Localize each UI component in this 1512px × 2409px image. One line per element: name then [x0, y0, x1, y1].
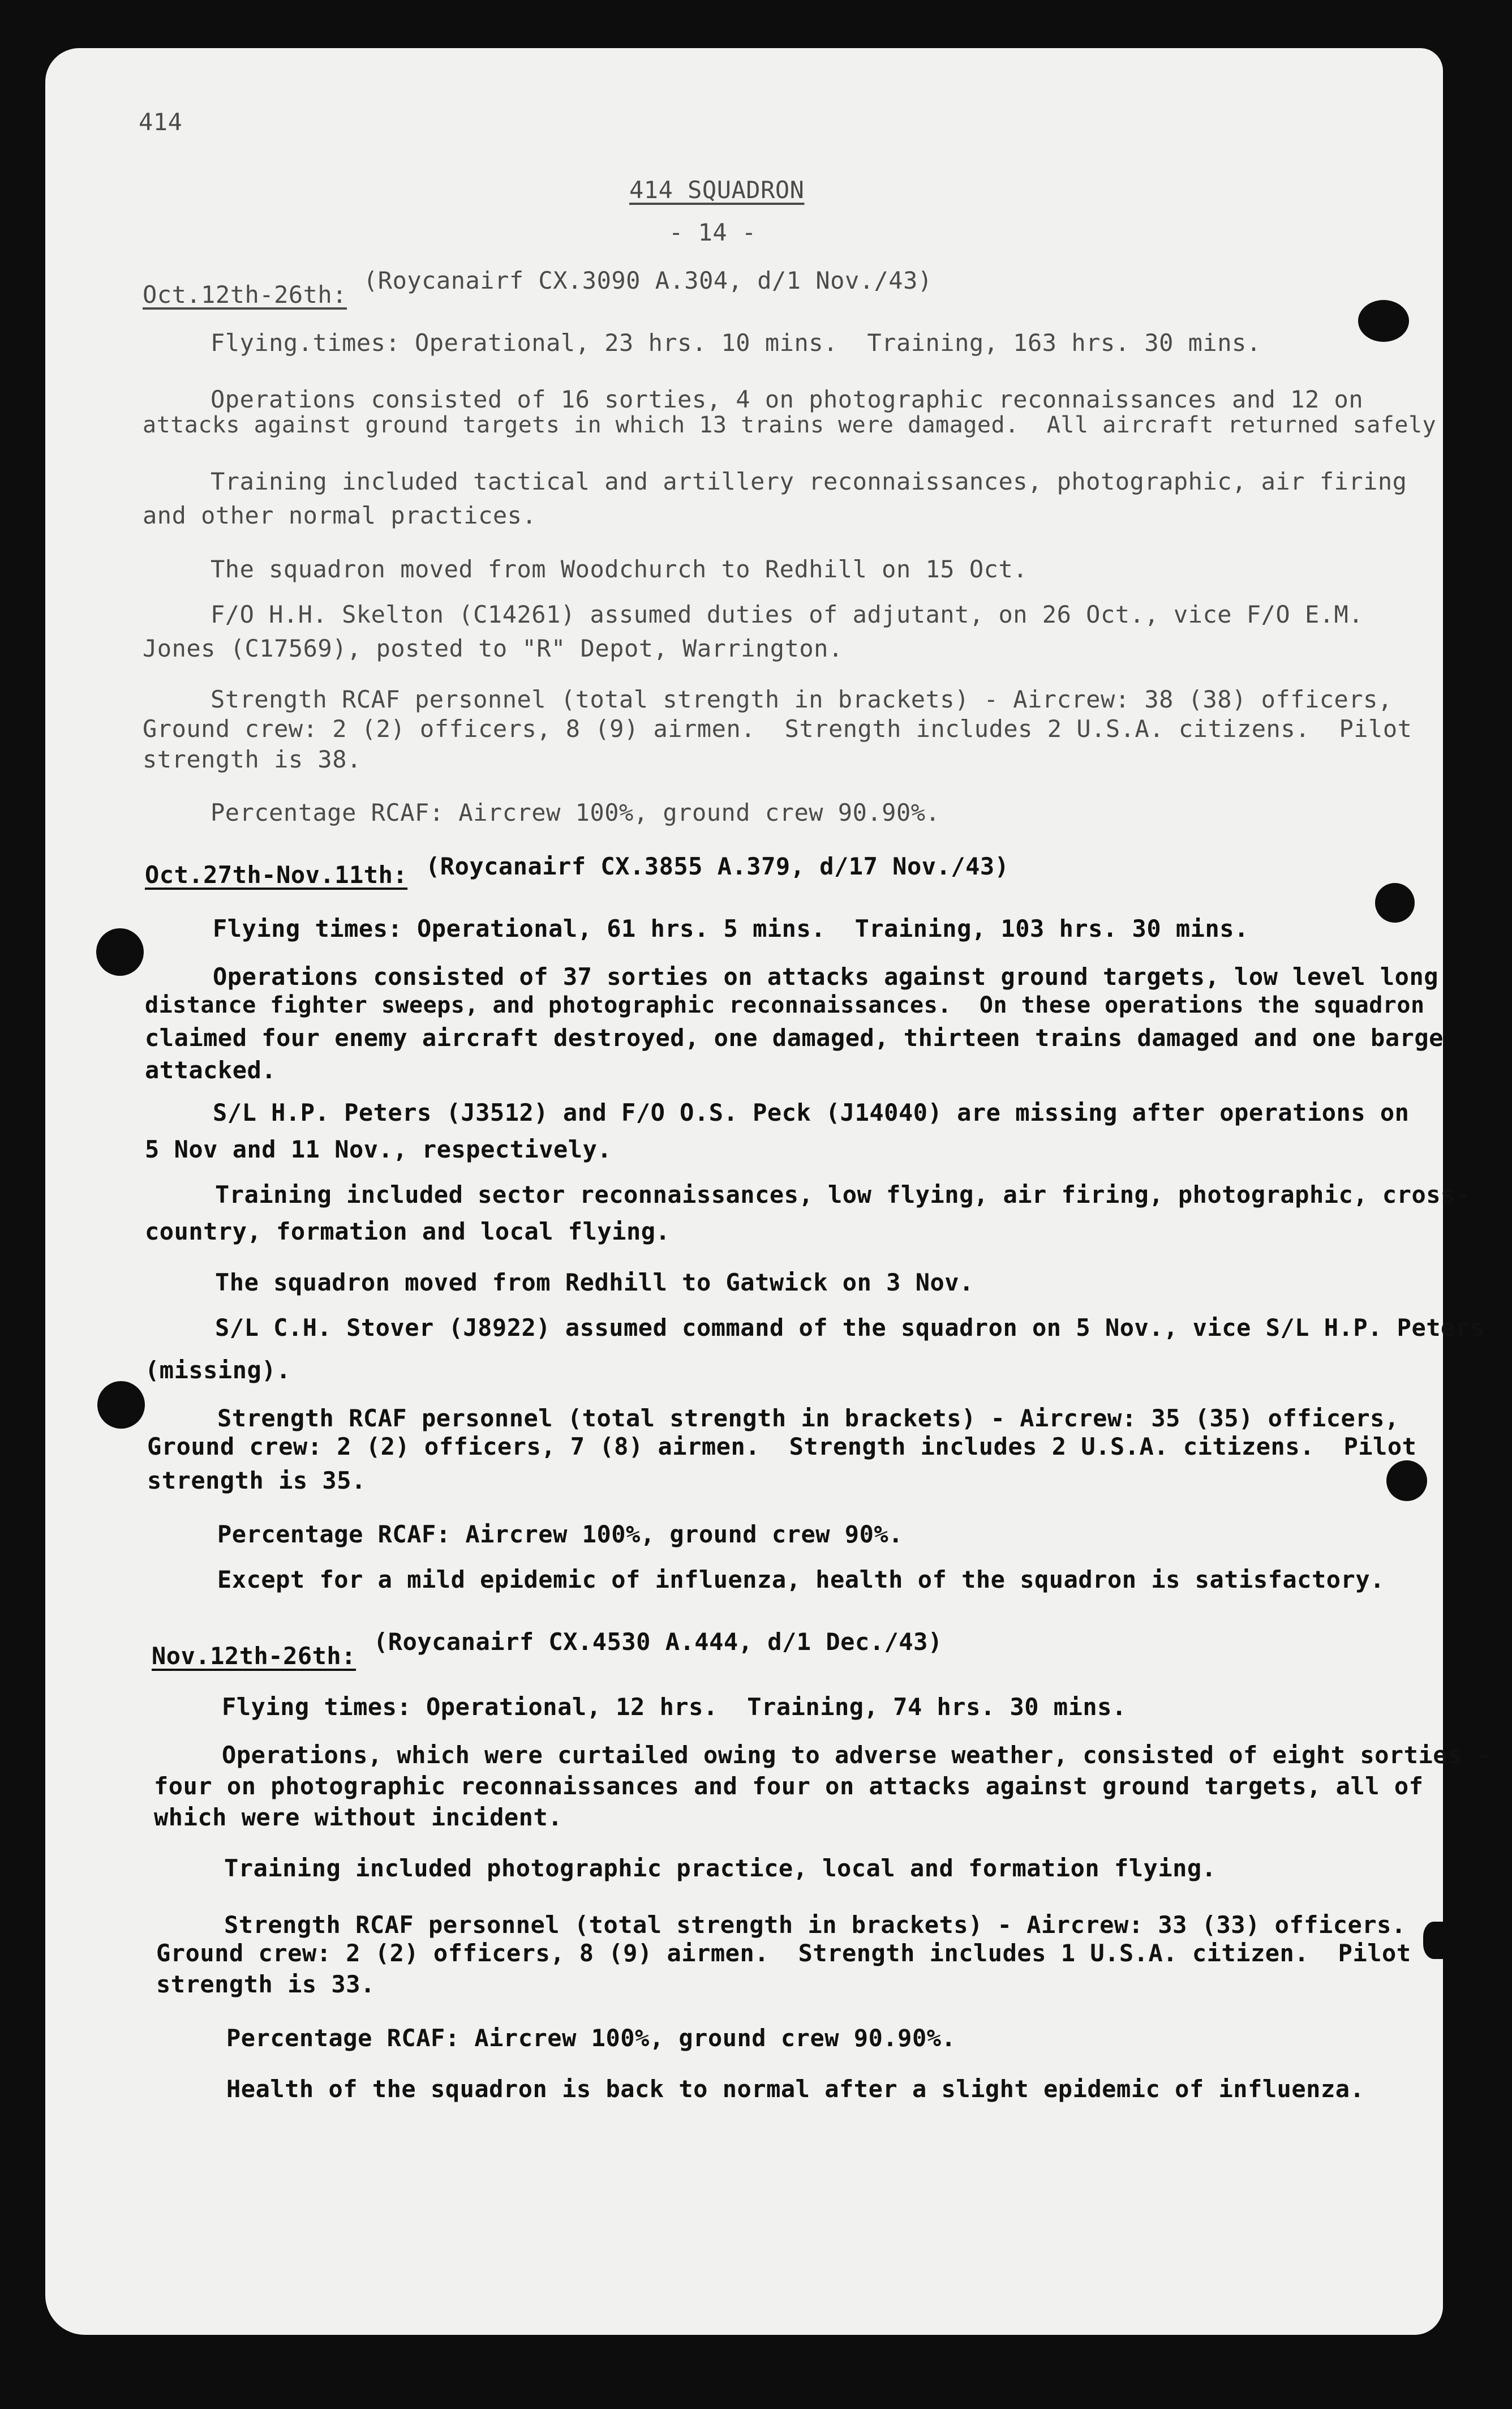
entry-line: Health of the squadron is back to normal after a slight epidemic of influenza.	[226, 2075, 1365, 2103]
entry-line: Training included photographic practice, local and formation flying.	[224, 1854, 1217, 1882]
entry-line: strength is 33.	[156, 1970, 375, 1998]
entry-line: and other normal practices.	[143, 501, 537, 529]
entry-line: Ground crew: 2 (2) officers, 8 (9) airmen. Strength includes 1 U.S.A. citizen. Pilot	[156, 1939, 1411, 1967]
entry-reference: (Roycanairf CX.3090 A.304, d/1 Nov./43)	[363, 267, 933, 294]
entry-line: Ground crew: 2 (2) officers, 8 (9) airmen. Strength includes 2 U.S.A. citizens. Pilot	[143, 715, 1412, 743]
entry-line: attacked.	[145, 1056, 277, 1084]
entry-line: Strength RCAF personnel (total strength in brackets) - Aircrew: 33 (33) officers.	[224, 1911, 1406, 1939]
entry-line: Training included sector reconnaissances, low flying, air firing, photographic, cross-	[215, 1181, 1470, 1208]
entry-line: (missing).	[145, 1356, 291, 1384]
punch-hole	[96, 928, 144, 976]
punch-hole	[1423, 1922, 1450, 1959]
punch-hole	[1358, 300, 1409, 342]
entry-line: Training included tactical and artillery reconnaissances, photographic, air firing	[211, 468, 1407, 495]
entry-line: strength is 38.	[143, 745, 362, 773]
entry-line: Percentage RCAF: Aircrew 100%, ground crew 90%.	[217, 1520, 903, 1548]
entry-line: four on photographic reconnaissances and four on attacks against ground targets, all of	[154, 1772, 1424, 1800]
entry-line: distance fighter sweeps, and photographic reconnaissances. On these operations the squadron	[145, 992, 1425, 1018]
entry-line: claimed four enemy aircraft destroyed, one damaged, thirteen trains damaged and one barge	[145, 1024, 1444, 1052]
entry-line: The squadron moved from Redhill to Gatwick on 3 Nov.	[215, 1268, 974, 1296]
entry-period: Oct.12th-26th:	[143, 281, 347, 308]
entry-line: Flying times: Operational, 12 hrs. Training, 74 hrs. 30 mins.	[222, 1693, 1127, 1721]
punch-hole	[97, 1381, 145, 1429]
entry-line: Operations, which were curtailed owing to adverse weather, consisted of eight sorties -	[222, 1741, 1492, 1769]
entry-line: Strength RCAF personnel (total strength in brackets) - Aircrew: 38 (38) officers,	[211, 685, 1393, 713]
entry-line: F/O H.H. Skelton (C14261) assumed duties of adjutant, on 26 Oct., vice F/O E.M.	[211, 601, 1364, 628]
entry-line: Flying times: Operational, 61 hrs. 5 mins. Training, 103 hrs. 30 mins.	[213, 915, 1249, 942]
entry-reference: (Roycanairf CX.4530 A.444, d/1 Dec./43)	[373, 1628, 943, 1656]
entry-line: which were without incident.	[154, 1803, 563, 1831]
entry-line: Except for a mild epidemic of influenza, health of the squadron is satisfactory.	[217, 1566, 1385, 1593]
entry-line: The squadron moved from Woodchurch to Redhill on 15 Oct.	[211, 555, 1028, 583]
entry-period: Oct.27th-Nov.11th:	[145, 861, 408, 889]
entry-line: Operations consisted of 16 sorties, 4 on photographic reconnaissances and 12 on	[211, 385, 1364, 413]
punch-hole	[1375, 883, 1415, 923]
page-title: 414 SQUADRON	[629, 176, 805, 204]
entry-line: Flying.times: Operational, 23 hrs. 10 mins. Training, 163 hrs. 30 mins.	[211, 329, 1261, 357]
page-subtitle: - 14 -	[669, 218, 757, 246]
entry-line: Jones (C17569), posted to "R" Depot, Warrington.	[143, 635, 843, 662]
entry-line: strength is 35.	[147, 1467, 366, 1494]
entry-line: Operations consisted of 37 sorties on attacks against ground targets, low level long	[213, 963, 1439, 991]
entry-line: Percentage RCAF: Aircrew 100%, ground crew 90.90%.	[211, 799, 940, 826]
page-number: 414	[139, 108, 183, 136]
entry-line: S/L H.P. Peters (J3512) and F/O O.S. Peck (J14040) are missing after operations on	[213, 1099, 1410, 1126]
punch-hole	[1386, 1460, 1427, 1501]
entry-line: Ground crew: 2 (2) officers, 7 (8) airmen. Strength includes 2 U.S.A. citizens. Pilot	[147, 1433, 1417, 1460]
entry-line: Percentage RCAF: Aircrew 100%, ground crew 90.90%.	[226, 2024, 956, 2052]
entry-reference: (Roycanairf CX.3855 A.379, d/17 Nov./43)	[426, 852, 1010, 880]
entry-line: 5 Nov and 11 Nov., respectively.	[145, 1135, 612, 1163]
entry-line: Strength RCAF personnel (total strength in brackets) - Aircrew: 35 (35) officers,	[217, 1404, 1399, 1432]
entry-line: attacks against ground targets in which 13 trains were damaged. All aircraft returned safely	[143, 412, 1437, 438]
entry-line: country, formation and local flying.	[145, 1218, 671, 1245]
entry-line: S/L C.H. Stover (J8922) assumed command of the squadron on 5 Nov., vice S/L H.P. Peters	[215, 1314, 1485, 1341]
entry-period: Nov.12th-26th:	[152, 1642, 356, 1670]
